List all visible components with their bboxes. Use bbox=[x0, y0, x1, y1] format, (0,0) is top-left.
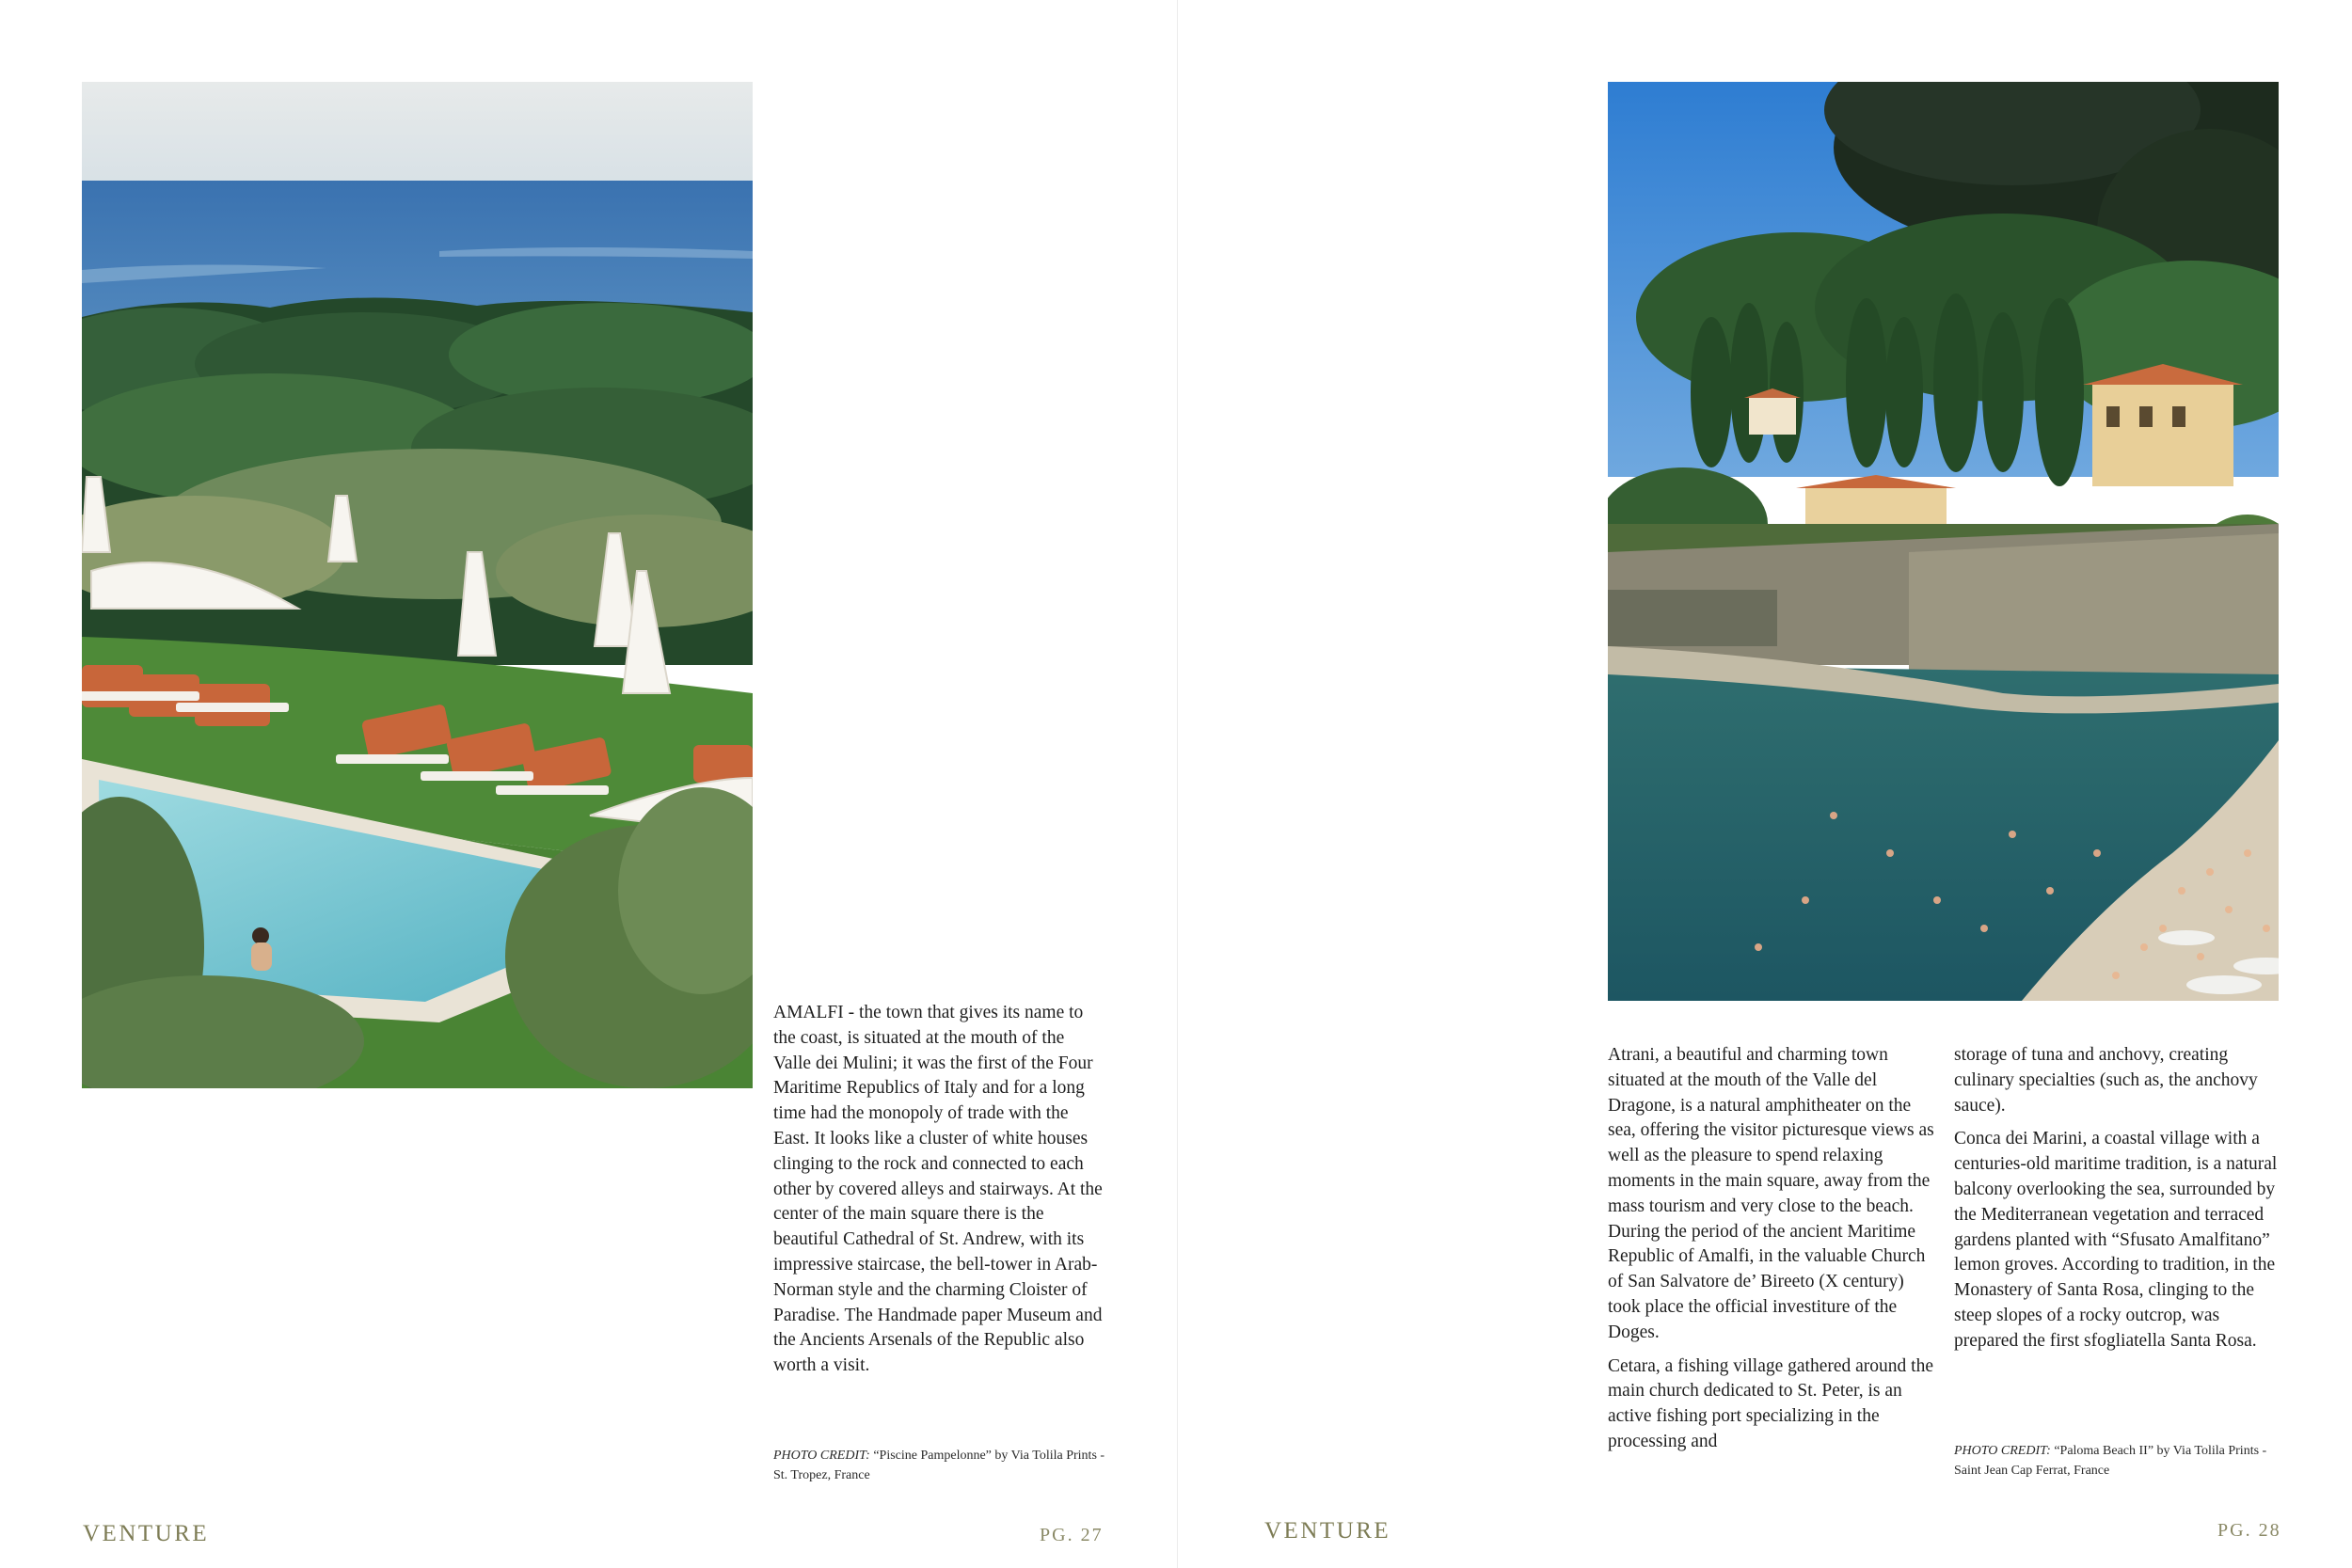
beach-photo-illustration bbox=[1608, 82, 2279, 1001]
pool-photo bbox=[82, 82, 753, 1088]
amalfi-paragraph: AMALFI - the town that gives its name to the coast, is situated at the mouth of the Valle dei Mulini; it was the first of the Four Maritime Republics of Italy and for a long time had the monopoly of trade with the East. It looks like a cluster of white houses clinging to the rock and connected to each other by covered alleys and stairways. At the center of the main square there is the beautiful Cathedral of St. Andrew, with its impressive staircase, the bell-tower in Arab-Norman style and the charming Cloister of Paradise. The Handmade paper Museum and the Ancients Arsenals of the Republic also worth a visit. bbox=[773, 1003, 1103, 1376]
footer-brand: VENTURE bbox=[83, 1521, 210, 1546]
cetara-continued-paragraph: storage of tuna and anchovy, creating culinary specialties (such as, the anchovy sauce). bbox=[1954, 1045, 2258, 1116]
photo-credit-text: “Piscine Pampelonne” by Via Tolila Prints - St. Tropez, France bbox=[773, 1449, 1105, 1482]
right-column-2 bbox=[1954, 1043, 2283, 1363]
conca-dei-marini-paragraph: Conca dei Marini, a coastal village with a centuries-old maritime tradition, is a natural balcony overlooking the sea, surrounded by the Mediterranean vegetation and terraced gardens planted with “Sfusato Amalfitano” lemon groves. According to tradition, in the Monastery of Santa Rosa, clinging to the steep slopes of a rocky outcrop, was prepared the first sfogliatella Santa Rosa. bbox=[1954, 1129, 2278, 1351]
page-number: PG. 28 bbox=[2217, 1520, 2281, 1541]
atrani-paragraph: Atrani, a beautiful and charming town situated at the mouth of the Valle del Dragone, is a natural amphitheater on the sea, offering the visitor picturesque views as well as the pleasure to spend relaxing moments in the main square, away from the mass tourism and very close to the beach. During the period of the ancient Maritime Republic of Amalfi, in the valuable Church of San Salvatore de’ Bireeto (X century) took place the official investiture of the Doges. bbox=[1608, 1045, 1934, 1342]
footer-brand: VENTURE bbox=[1264, 1518, 1391, 1544]
page-number: PG. 27 bbox=[1040, 1525, 1104, 1545]
right-page bbox=[1178, 0, 2352, 1568]
pool-photo-illustration bbox=[82, 82, 753, 1088]
photo-credit bbox=[1954, 1441, 2279, 1481]
photo-credit-text: “Paloma Beach II” by Via Tolila Prints - Saint Jean Cap Ferrat, France bbox=[1954, 1444, 2267, 1478]
cetara-paragraph: Cetara, a fishing village gathered around the main church dedicated to St. Peter, is an active fishing port specializing in the processing and bbox=[1608, 1355, 1933, 1451]
amalfi-paragraph-column bbox=[773, 1001, 1104, 1387]
photo-credit bbox=[773, 1446, 1112, 1485]
beach-photo bbox=[1608, 82, 2279, 1001]
photo-credit-label: PHOTO CREDIT: bbox=[773, 1449, 870, 1463]
right-column-1 bbox=[1608, 1043, 1939, 1464]
photo-credit-label: PHOTO CREDIT: bbox=[1954, 1444, 2051, 1458]
